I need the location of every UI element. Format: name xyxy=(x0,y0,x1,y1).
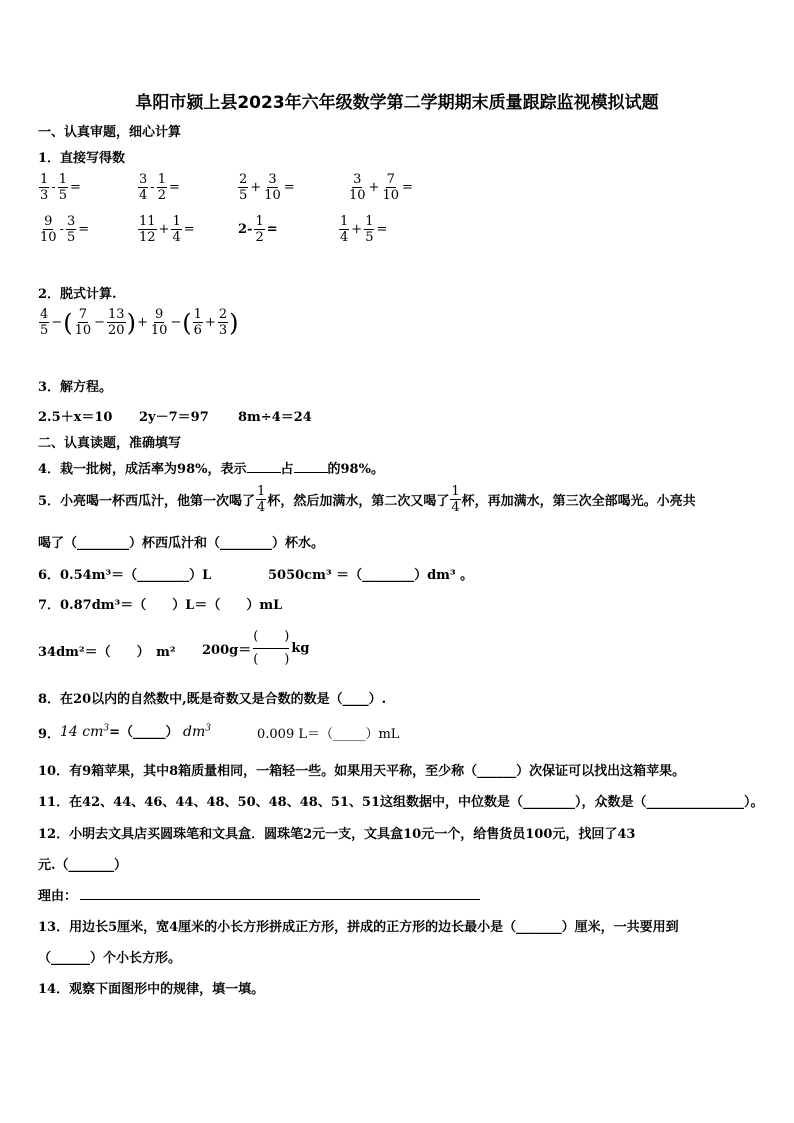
q8: 8．在20以内的自然数中,既是奇数又是合数的数是（____）. xyxy=(38,692,387,707)
q7-part-1: 7．0.87dm³＝（ ）L＝（ ）mL xyxy=(38,598,283,613)
q2-expression: 4 5 − ( 7 10 − $\frac{13}{20}$ ) + $\frac{9}{10}$ − ( 1 6 + $\frac{2}{3}$ ) xyxy=(40,307,239,338)
q1-item-2: 3 4 - $\frac{1}{2}$ = xyxy=(139,172,180,203)
q1-item-1: 1 3 - $\frac{1}{5}$ = xyxy=(40,172,81,203)
q4-blank-1[interactable] xyxy=(247,460,281,473)
q7-part-2: 34dm²＝（ ） m² xyxy=(38,645,176,660)
section-1-heading: 一、认真审题，细心计算 xyxy=(38,125,182,140)
q13-line-2: （______）个小长方形。 xyxy=(38,951,182,966)
q1-label: 1．直接写得数 xyxy=(38,151,126,166)
q1-item-6: 11 12 + $\frac{1}{4}$ = xyxy=(139,214,195,245)
q6-part-1: 6．0.54m³＝（________）L xyxy=(38,568,212,583)
q9-part-1: 14 $cm^3=(\_\_\_\_\_)$ $dm^3$ xyxy=(60,723,211,740)
q1-item-8: 1 4 + $\frac{1}{5}$ = xyxy=(340,214,388,245)
q5-line-2: 喝了（________）杯西瓜汁和（________）杯水。 xyxy=(38,536,325,551)
q1-item-7: 2- $\frac{1}{2}$ = xyxy=(238,214,278,245)
q5-line-1: 5．小亮喝一杯西瓜汁，他第一次喝了 1 4 杯，然后加满水，第二次又喝了 1 4 杯，再加满水，第三次全部喝光。小亮共 xyxy=(38,484,696,515)
page-title: 阜阳市颍上县2023年六年级数学第二学期期末质量跟踪监视模拟试题 xyxy=(135,93,659,113)
q11: 11．在42、44、46、44、48、50、48、48、51、51这组数据中，中位数是（________），众数是（_______________）。 xyxy=(38,795,764,810)
q1-item-4: 3 10 + $\frac{7}{10}$ = xyxy=(349,172,413,203)
q12-line-2: 元.（_______） xyxy=(38,858,128,873)
q3-equation-2: 2y－7＝97 xyxy=(139,410,209,425)
q2-label: 2．脱式计算. xyxy=(38,287,117,302)
q14: 14．观察下面图形中的规律，填一填。 xyxy=(38,982,265,997)
q3-equation-3: 8m÷4＝24 xyxy=(238,410,312,425)
q9-part-2: 0.009 L＝（_____）mL xyxy=(257,727,400,742)
q1-item-5: 9 10 - $\frac{3}{5}$ = xyxy=(40,214,90,245)
q12-line-1: 12．小明去文具店买圆珠笔和文具盒．圆珠笔2元一支，文具盒10元一个，给售货员100元，找回了43 xyxy=(38,827,636,842)
q12-reason-line[interactable] xyxy=(80,899,480,900)
q13-line-1: 13．用边长5厘米，宽4厘米的小长方形拼成正方形，拼成的正方形的边长最小是（_______）厘米，一共要用到 xyxy=(38,920,679,935)
q10: 10．有9箱苹果，其中8箱质量相同，一箱轻一些。如果用天平称，至少称（______）次保证可以找出这箱苹果。 xyxy=(38,764,686,779)
q1-item-3: 2 5 + $\frac{3}{10}$ = xyxy=(239,172,295,203)
q7-part-3: 200g＝ ( ) ( ) kg xyxy=(202,626,310,671)
q9-label: 9． xyxy=(38,727,61,742)
q3-label: 3．解方程。 xyxy=(38,380,113,395)
section-2-heading: 二、认真读题，准确填写 xyxy=(38,436,182,451)
q3-equation-1: 2.5＋x＝10 xyxy=(38,410,113,425)
q12-reason-label: 理由： xyxy=(38,889,78,904)
q6-part-2: 5050cm³ ＝（________）dm³ 。 xyxy=(268,568,474,583)
q4-blank-2[interactable] xyxy=(294,460,328,473)
q4: 4．栽一批树，成活率为98%，表示 占 的98%。 xyxy=(38,462,384,477)
